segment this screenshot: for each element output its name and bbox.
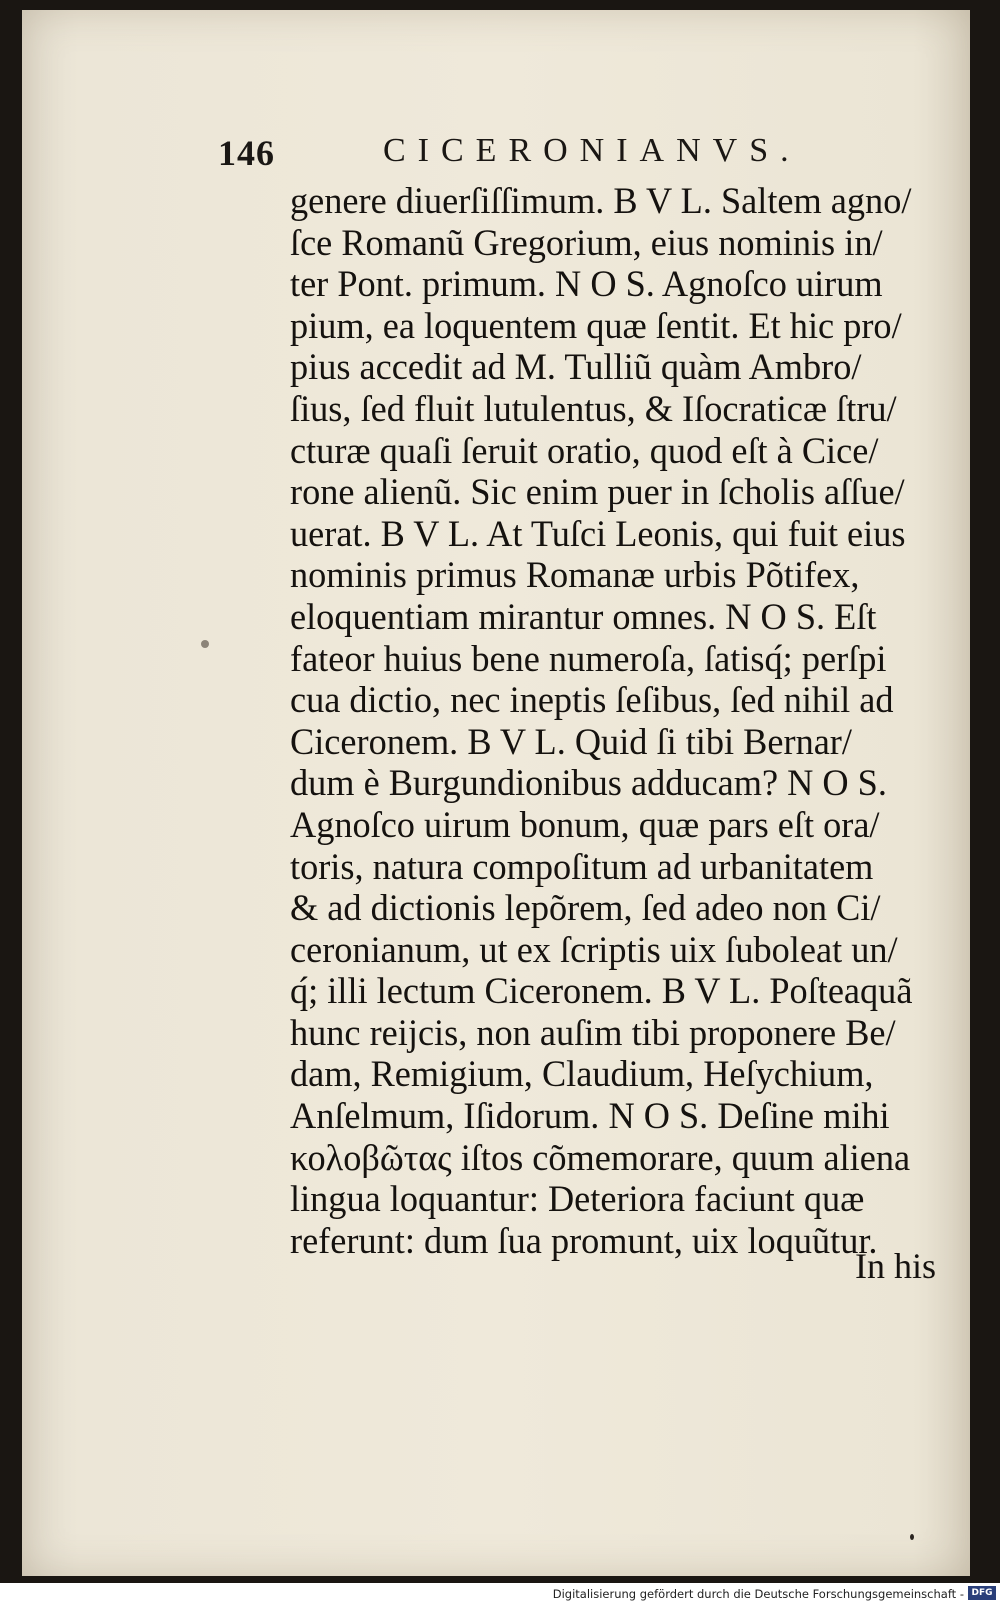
text-line: dum è Burgundionibus adducam? N O S. — [290, 762, 887, 804]
page-number: 146 — [218, 133, 275, 173]
text-line: dam, Remigium, Claudium, Heſychium, — [290, 1053, 874, 1095]
text-line: Anſelmum, Iſidorum. N O S. Deſine mihi — [290, 1095, 890, 1137]
body-text — [290, 180, 962, 1261]
text-line: Agnoſco uirum bonum, quæ pars eſt ora/ — [290, 803, 880, 845]
page-header — [218, 128, 838, 178]
text-line: pius accedit ad M. Tulliũ quàm Ambro/ — [290, 346, 862, 388]
ink-spot — [910, 1534, 914, 1540]
text-line: toris, natura compoſitum ad urbanitatem — [290, 845, 874, 887]
text-line: uerat. B V L. At Tuſci Leonis, qui fuit eius — [290, 512, 906, 554]
text-line: q́; illi lectum Ciceronem. B V L. Poſteaquã — [290, 970, 913, 1012]
text-line: fateor huius bene numeroſa, ſatisq́; perſpi — [290, 637, 887, 679]
ink-spot — [201, 640, 209, 648]
text-line: pium, ea loquentem quæ ſentit. Et hic pro/ — [290, 304, 902, 346]
text-line: rone alienũ. Sic enim puer in ſcholis aſſue/ — [290, 471, 905, 513]
text-line: Ciceronem. B V L. Quid ſi tibi Bernar/ — [290, 720, 852, 762]
text-line: lingua loquantur: Deteriora faciunt quæ — [290, 1178, 865, 1220]
text-line: ter Pont. primum. N O S. Agnoſco uirum — [290, 263, 883, 305]
footer-bar — [0, 1583, 1000, 1606]
dfg-logo: DFG — [968, 1586, 996, 1600]
text-line: & ad dictionis lepõrem, ſed adeo non Ci/ — [290, 887, 881, 929]
text-line: ceronianum, ut ex ſcriptis uix ſuboleat un/ — [290, 928, 898, 970]
catchword: In his — [855, 1246, 936, 1286]
text-line: nominis primus Romanæ urbis Põtifex, — [290, 554, 860, 596]
text-line: ſius, ſed fluit lutulentus, & Iſocraticæ ſtru/ — [290, 387, 897, 429]
text-line: cua dictio, nec ineptis ſeſibus, ſed nihil ad — [290, 679, 894, 721]
text-line: eloquentiam mirantur omnes. N O S. Eſt — [290, 595, 877, 637]
text-line: hunc reijcis, non auſim tibi proponere Be/ — [290, 1011, 896, 1053]
funding-credit: Digitalisierung gefördert durch die Deutsche Forschungsgemeinschaft - — [552, 1587, 964, 1601]
running-title: CICERONIANVS. — [383, 132, 801, 169]
text-line: ſce Romanũ Gregorium, eius nominis in/ — [290, 221, 883, 263]
text-line: genere diuerſiſſimum. B V L. Saltem agno/ — [290, 180, 912, 221]
text-line: κολοβῶτας iſtos cõmemorare, quum aliena — [290, 1136, 911, 1178]
text-line: referunt: dum ſua promunt, uix loquũtur. — [290, 1219, 878, 1261]
text-line: cturæ quaſi ſeruit oratio, quod eſt à Cice/ — [290, 429, 879, 471]
